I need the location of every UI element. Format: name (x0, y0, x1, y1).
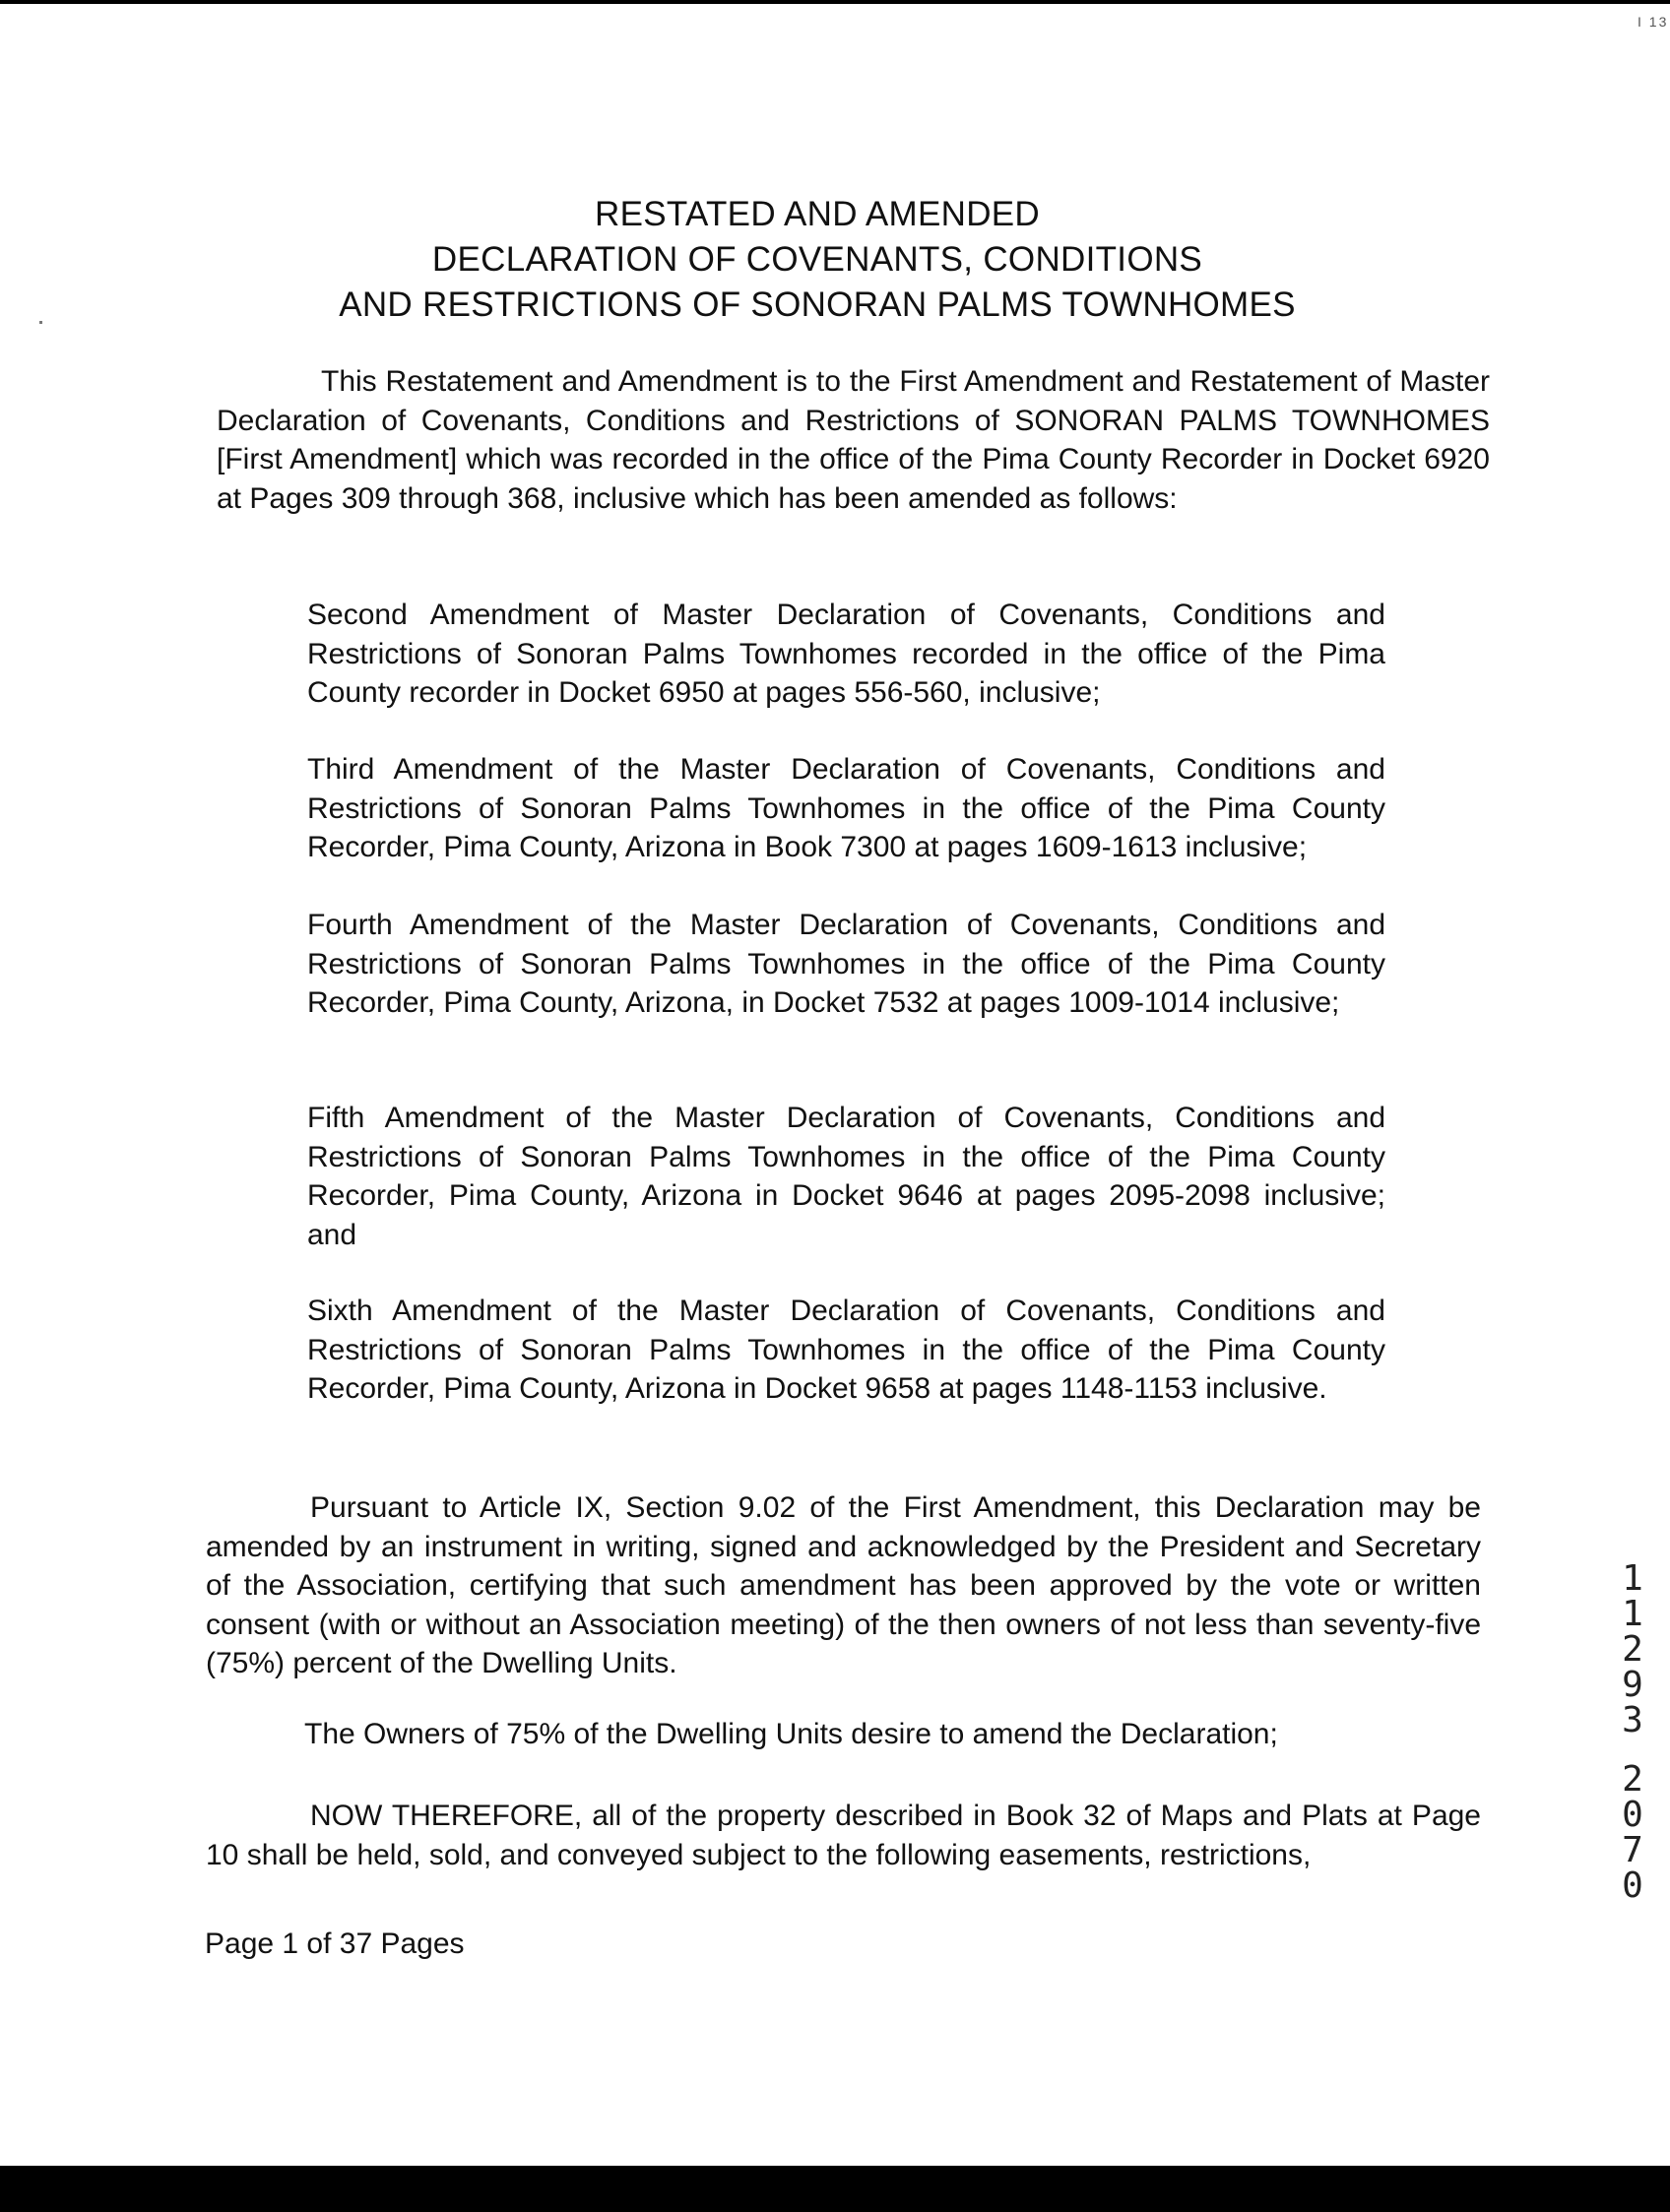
page-number: Page 1 of 37 Pages (205, 1928, 465, 1960)
recording-stamp-page (1615, 1759, 1650, 1906)
stamp-digit: 1 (1622, 1558, 1643, 1599)
document-title-line-3: AND RESTRICTIONS OF SONORAN PALMS TOWNHOMES (339, 285, 1296, 324)
stamp-digit: 9 (1622, 1665, 1643, 1705)
amendment-sixth: Sixth Amendment of the Master Declaration of Covenants, Conditions and Restrictions of Sonoran Palms Townhomes in the office of the Pima County Recorder, Pima County, Arizona in Docket 9658 at pages 1148-1153 inclusive. (307, 1295, 1385, 1405)
stamp-digit: 2 (1622, 1629, 1643, 1670)
stamp-digit: 0 (1622, 1865, 1643, 1906)
amendment-third: Third Amendment of the Master Declaration of Covenants, Conditions and Restrictions of Sonoran Palms Townhomes in the office of the Pima County Recorder, Pima County, Arizona in Book 7300 at pages 1609-1613 inclusive; (307, 753, 1385, 863)
recording-stamp-book (1615, 1558, 1650, 1740)
amendment-fifth: Fifth Amendment of the Master Declaration of Covenants, Conditions and Restrictions of Sonoran Palms Townhomes in the office of the Pima County Recorder, Pima County, Arizona in Docket 9646 at pages 2095-2098 inclusive; and (307, 1102, 1385, 1251)
intro-paragraph: This Restatement and Amendment is to the First Amendment and Restatement of Master Declaration of Covenants, Conditions and Restrictions of SONORAN PALMS TOWNHOMES [First Amendment] which was recorded in the office of the Pima County Recorder in Docket 6920 at Pages 309 through 368, inclusive which has been amended as follows: (217, 365, 1490, 515)
scan-speck (39, 321, 42, 324)
amendment-fourth: Fourth Amendment of the Master Declaration of Covenants, Conditions and Restrictions of Sonoran Palms Townhomes in the office of the Pima County Recorder, Pima County, Arizona, in Docket 7532 at pages 1009-1014 inclusive; (307, 909, 1385, 1019)
stamp-digit: 3 (1622, 1700, 1643, 1740)
stamp-digit: 1 (1622, 1594, 1643, 1634)
scan-bottom-edge (0, 2166, 1670, 2212)
corner-mark: I 13 (1638, 14, 1669, 30)
amendment-second: Second Amendment of Master Declaration of Covenants, Conditions and Restrictions of Sonoran Palms Townhomes recorded in the office of the Pima County recorder in Docket 6950 at pages 556-560, inclusive; (307, 599, 1385, 709)
owners-paragraph: The Owners of 75% of the Dwelling Units desire to amend the Declaration; (304, 1718, 1278, 1750)
now-therefore-paragraph: NOW THEREFORE, all of the property described in Book 32 of Maps and Plats at Page 10 shall be held, sold, and conveyed subject to the following easements, restrictions, (206, 1800, 1481, 1871)
document-title-line-2: DECLARATION OF COVENANTS, CONDITIONS (431, 240, 1203, 279)
stamp-digit: 7 (1622, 1830, 1643, 1870)
stamp-digit: 2 (1622, 1759, 1643, 1800)
document-title-line-1: RESTATED AND AMENDED (595, 195, 1040, 233)
pursuant-paragraph: Pursuant to Article IX, Section 9.02 of the First Amendment, this Declaration may be amended by an instrument in writing, signed and acknowledged by the President and Secretary of the Association, certifying that such amendment has been approved by the vote or written consent (with or without an Association meeting) of the then owners of not less than seventy-five (75%) percent of the Dwelling Units. (206, 1491, 1481, 1679)
scan-top-edge (0, 0, 1670, 4)
stamp-digit: 0 (1622, 1795, 1643, 1835)
